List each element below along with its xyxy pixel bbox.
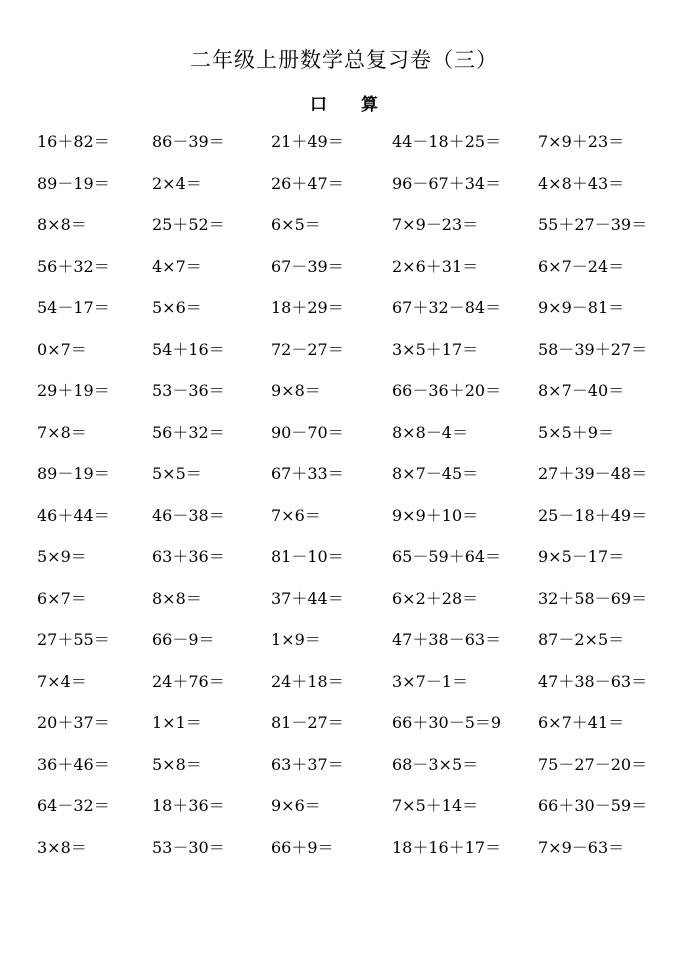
arithmetic-problem: 65－59＋64＝ <box>392 547 502 566</box>
arithmetic-problem: 72－27＝ <box>271 339 344 359</box>
arithmetic-problem: 27＋39－48＝ <box>538 464 648 483</box>
problem-row <box>0 795 688 837</box>
problem-row <box>0 214 688 256</box>
arithmetic-problem: 54＋16＝ <box>152 339 225 359</box>
arithmetic-problem: 55＋27－39＝ <box>538 215 648 234</box>
arithmetic-problem: 8×8－4＝ <box>392 422 468 442</box>
problem-row <box>0 671 688 713</box>
problem-row <box>0 173 688 215</box>
problem-row <box>0 546 688 588</box>
arithmetic-problem: 6×7－24＝ <box>538 256 625 276</box>
arithmetic-problem: 81－27＝ <box>271 713 344 732</box>
arithmetic-problem: 47＋38－63＝ <box>392 630 502 649</box>
arithmetic-problem: 18＋29＝ <box>271 298 344 317</box>
arithmetic-problem: 9×8＝ <box>271 381 321 400</box>
arithmetic-problem: 24＋76＝ <box>152 671 225 691</box>
arithmetic-problem: 3×8＝ <box>37 837 87 857</box>
arithmetic-problem: 3×7－1＝ <box>392 671 468 691</box>
problem-row <box>0 837 688 879</box>
arithmetic-problem: 24＋18＝ <box>271 671 344 691</box>
problem-grid <box>0 131 688 878</box>
arithmetic-problem: 90－70＝ <box>271 422 344 442</box>
section-title: 口 算 <box>310 95 378 115</box>
arithmetic-problem: 75－27－20＝ <box>538 754 648 774</box>
arithmetic-problem: 18＋16＋17＝ <box>392 837 502 857</box>
arithmetic-problem: 7×9＋23＝ <box>538 132 625 151</box>
arithmetic-problem: 66＋30－5＝9 <box>392 713 502 732</box>
arithmetic-problem: 64－32＝ <box>37 796 110 815</box>
arithmetic-problem: 66－36＋20＝ <box>392 381 502 400</box>
problem-row <box>0 380 688 422</box>
arithmetic-problem: 20＋37＝ <box>37 713 110 732</box>
arithmetic-problem: 32＋58－69＝ <box>538 588 648 608</box>
arithmetic-problem: 1×9＝ <box>271 630 321 649</box>
arithmetic-problem: 25＋52＝ <box>152 215 225 234</box>
arithmetic-problem: 47＋38－63＝ <box>538 671 648 691</box>
arithmetic-problem: 7×9－63＝ <box>538 837 625 857</box>
arithmetic-problem: 5×9＝ <box>37 547 87 566</box>
arithmetic-problem: 53－36＝ <box>152 381 225 400</box>
problem-row <box>0 297 688 339</box>
arithmetic-problem: 8×7－40＝ <box>538 381 625 400</box>
arithmetic-problem: 66＋30－59＝ <box>538 796 648 815</box>
arithmetic-problem: 96－67＋34＝ <box>392 173 502 193</box>
arithmetic-problem: 54－17＝ <box>37 298 110 317</box>
arithmetic-problem: 21＋49＝ <box>271 132 344 151</box>
arithmetic-problem: 63＋37＝ <box>271 754 344 774</box>
arithmetic-problem: 7×5＋14＝ <box>392 796 479 815</box>
arithmetic-problem: 6×5＝ <box>271 215 321 234</box>
arithmetic-problem: 53－30＝ <box>152 837 225 857</box>
arithmetic-problem: 68－3×5＝ <box>392 754 479 774</box>
arithmetic-problem: 16＋82＝ <box>37 132 110 151</box>
arithmetic-problem: 6×7＋41＝ <box>538 713 625 732</box>
arithmetic-problem: 18＋36＝ <box>152 796 225 815</box>
arithmetic-problem: 67＋32－84＝ <box>392 298 502 317</box>
arithmetic-problem: 67－39＝ <box>271 256 344 276</box>
arithmetic-problem: 46－38＝ <box>152 505 225 525</box>
arithmetic-problem: 4×8＋43＝ <box>538 173 625 193</box>
arithmetic-problem: 89－19＝ <box>37 173 110 193</box>
arithmetic-problem: 86－39＝ <box>152 132 225 151</box>
arithmetic-problem: 56＋32＝ <box>152 422 225 442</box>
arithmetic-problem: 9×9－81＝ <box>538 298 625 317</box>
problem-row <box>0 339 688 381</box>
problem-row <box>0 712 688 754</box>
arithmetic-problem: 26＋47＝ <box>271 173 344 193</box>
arithmetic-problem: 89－19＝ <box>37 464 110 483</box>
arithmetic-problem: 7×6＝ <box>271 505 321 525</box>
problem-row <box>0 754 688 796</box>
arithmetic-problem: 36＋46＝ <box>37 754 110 774</box>
problem-row <box>0 422 688 464</box>
arithmetic-problem: 58－39＋27＝ <box>538 339 648 359</box>
page-title: 二年级上册数学总复习卷（三） <box>190 48 498 72</box>
arithmetic-problem: 8×7－45＝ <box>392 464 479 483</box>
arithmetic-problem: 8×8＝ <box>152 588 202 608</box>
arithmetic-problem: 37＋44＝ <box>271 588 344 608</box>
arithmetic-problem: 81－10＝ <box>271 547 344 566</box>
problem-row <box>0 131 688 173</box>
arithmetic-problem: 6×2＋28＝ <box>392 588 479 608</box>
arithmetic-problem: 4×7＝ <box>152 256 202 276</box>
arithmetic-problem: 7×4＝ <box>37 671 87 691</box>
problem-row <box>0 463 688 505</box>
arithmetic-problem: 44－18＋25＝ <box>392 132 502 151</box>
arithmetic-problem: 66－9＝ <box>152 630 215 649</box>
arithmetic-problem: 9×9＋10＝ <box>392 505 479 525</box>
arithmetic-problem: 8×8＝ <box>37 215 87 234</box>
arithmetic-problem: 27＋55＝ <box>37 630 110 649</box>
arithmetic-problem: 5×5＝ <box>152 464 202 483</box>
arithmetic-problem: 63＋36＝ <box>152 547 225 566</box>
arithmetic-problem: 9×6＝ <box>271 796 321 815</box>
arithmetic-problem: 0×7＝ <box>37 339 87 359</box>
arithmetic-problem: 5×5＋9＝ <box>538 422 614 442</box>
arithmetic-problem: 7×8＝ <box>37 422 87 442</box>
arithmetic-problem: 9×5－17＝ <box>538 547 625 566</box>
arithmetic-problem: 3×5＋17＝ <box>392 339 479 359</box>
problem-row <box>0 629 688 671</box>
arithmetic-problem: 29＋19＝ <box>37 381 110 400</box>
arithmetic-problem: 25－18＋49＝ <box>538 505 648 525</box>
arithmetic-problem: 7×9－23＝ <box>392 215 479 234</box>
problem-row <box>0 588 688 630</box>
arithmetic-problem: 87－2×5＝ <box>538 630 625 649</box>
arithmetic-problem: 6×7＝ <box>37 588 87 608</box>
arithmetic-problem: 5×6＝ <box>152 298 202 317</box>
arithmetic-problem: 56＋32＝ <box>37 256 110 276</box>
problem-row <box>0 505 688 547</box>
arithmetic-problem: 2×4＝ <box>152 173 202 193</box>
arithmetic-problem: 67＋33＝ <box>271 464 344 483</box>
arithmetic-problem: 2×6＋31＝ <box>392 256 479 276</box>
arithmetic-problem: 1×1＝ <box>152 713 202 732</box>
arithmetic-problem: 5×8＝ <box>152 754 202 774</box>
arithmetic-problem: 46＋44＝ <box>37 505 110 525</box>
arithmetic-problem: 66＋9＝ <box>271 837 334 857</box>
problem-row <box>0 256 688 298</box>
